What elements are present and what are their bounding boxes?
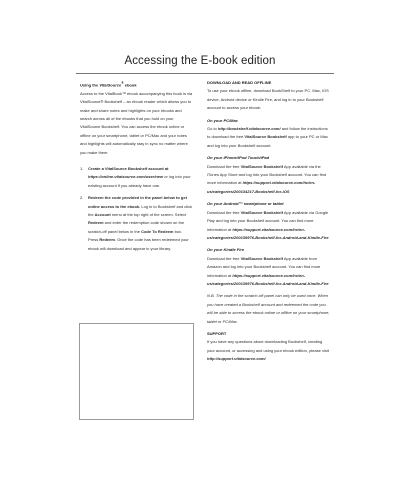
steps-list [80, 165, 193, 253]
ios-support-link[interactable]: https://support.vitalsource.com/hc/en-us/categories/200134217-Bookshelf-for-iOS [207, 180, 316, 194]
download-paragraph: To use your ebook offline, download BookShelf to your PC, Mac, iOS device, Android device or Kindle Fire, and log in to your Bookshelf account to access your ebook: [207, 88, 329, 111]
kindle-support-link[interactable]: https://support.vitalsource.com/hc/en-us/categories/200139976-Bookshelf-for-Android-and-Kindle-Fire [207, 272, 329, 286]
kindle-heading: On your Kindle Fire [207, 247, 245, 253]
kindle-paragraph: Download the free VitalSource Bookshelf App available from Amazon and log into your Bookshelf account. You can find more information at https://support.vitalsource.com/hc/en-us/categories/200139976-Bookshelf-for-Android-and-Kindle-Fire [207, 255, 329, 286]
ios-heading: On your iPhone/iPod Touch/iPad [207, 155, 270, 161]
using-ebook-heading: Using the VitalSource® ebook [80, 81, 137, 88]
scratch-off-code-panel [79, 323, 194, 420]
download-heading: DOWNLOAD AND READ OFFLINE [207, 80, 272, 85]
step-redeem-code: 2. Redeem the code provided in the panel below to get online access to the ebook. Log in to Bookshelf and click the Account menu at the top right of the screen. Select Redeem and enter the redemption code shown on the scratch-off panel below in the Code To Redeem box. Press Redeem. Once the code has been redeemed your ebook will download and appear in your library. [80, 195, 193, 251]
code-use-note: N.B. The code in the scratch-off panel can only be used once. When you have created a Bookshelf account and redeemed the code you will be able to access the ebook online or offline on your smartphone, tablet or PC/Mac. [207, 293, 330, 324]
new-account-link[interactable]: https://online.vitalsource.com/user/new [88, 174, 164, 180]
android-heading: On your Android™ smartphone or tablet [207, 201, 284, 207]
support-heading: SUPPORT [207, 330, 227, 336]
page-title: Accessing the E-book edition [124, 55, 276, 67]
pc-mac-paragraph: Go to http://bookshelf.vitalsource.com/ and follow the instructions to download the free VitalSource Bookshelf app to your PC or Mac and log into your Bookshelf account. [207, 126, 328, 148]
pc-mac-heading: On your PC/Mac [207, 117, 238, 123]
right-column [207, 79, 331, 368]
left-column [80, 79, 193, 257]
support-paragraph: If you have any questions about downloading Bookshelf, creating your account, or accessing and using your ebook edition, please visit http://support.vitalsource.com/ [207, 339, 329, 362]
support-link[interactable]: http://support.vitalsource.com/ [207, 356, 266, 362]
android-paragraph: Download the free VitalSource Bookshelf App available via Google Play and log into your Bookshelf account. You can find more information at https://support.vitalsource.com/hc/en-us/categories/200139976-Bookshelf-for-Android-and-Kindle-Fire [207, 209, 329, 240]
android-support-link[interactable]: https://support.vitalsource.com/hc/en-us/categories/200139976-Bookshelf-for-Android-and-Kindle-Fire [207, 226, 329, 240]
ios-paragraph: Download the free VitalSource Bookshelf App available via the iTunes App Store and log into your Bookshelf account. You can find more information at https://support.vitalsource.com/hc/en-us/categories/200134217-Bookshelf-for-iOS [207, 163, 327, 194]
intro-paragraph: Access to the VitalBook™ ebook accompanying this book is via VitalSource® Bookshelf – an ebook reader which allows you to make and share notes and highlights on your ebooks and search across all of the ebooks that you hold on your VitalSource Bookshelf. You can access the ebook online or offline on your smartphone, tablet or PC/Mac and your notes and highlights will automatically stay in sync no matter where you make them. [80, 90, 193, 155]
step-create-account: 1. Create a VitalSource Bookshelf account at https://online.vitalsource.com/user/new or log into your existing account if you already have one. [80, 165, 191, 188]
bookshelf-download-link[interactable]: http://bookshelf.vitalsource.com/ [217, 126, 281, 132]
title-divider [76, 73, 334, 74]
